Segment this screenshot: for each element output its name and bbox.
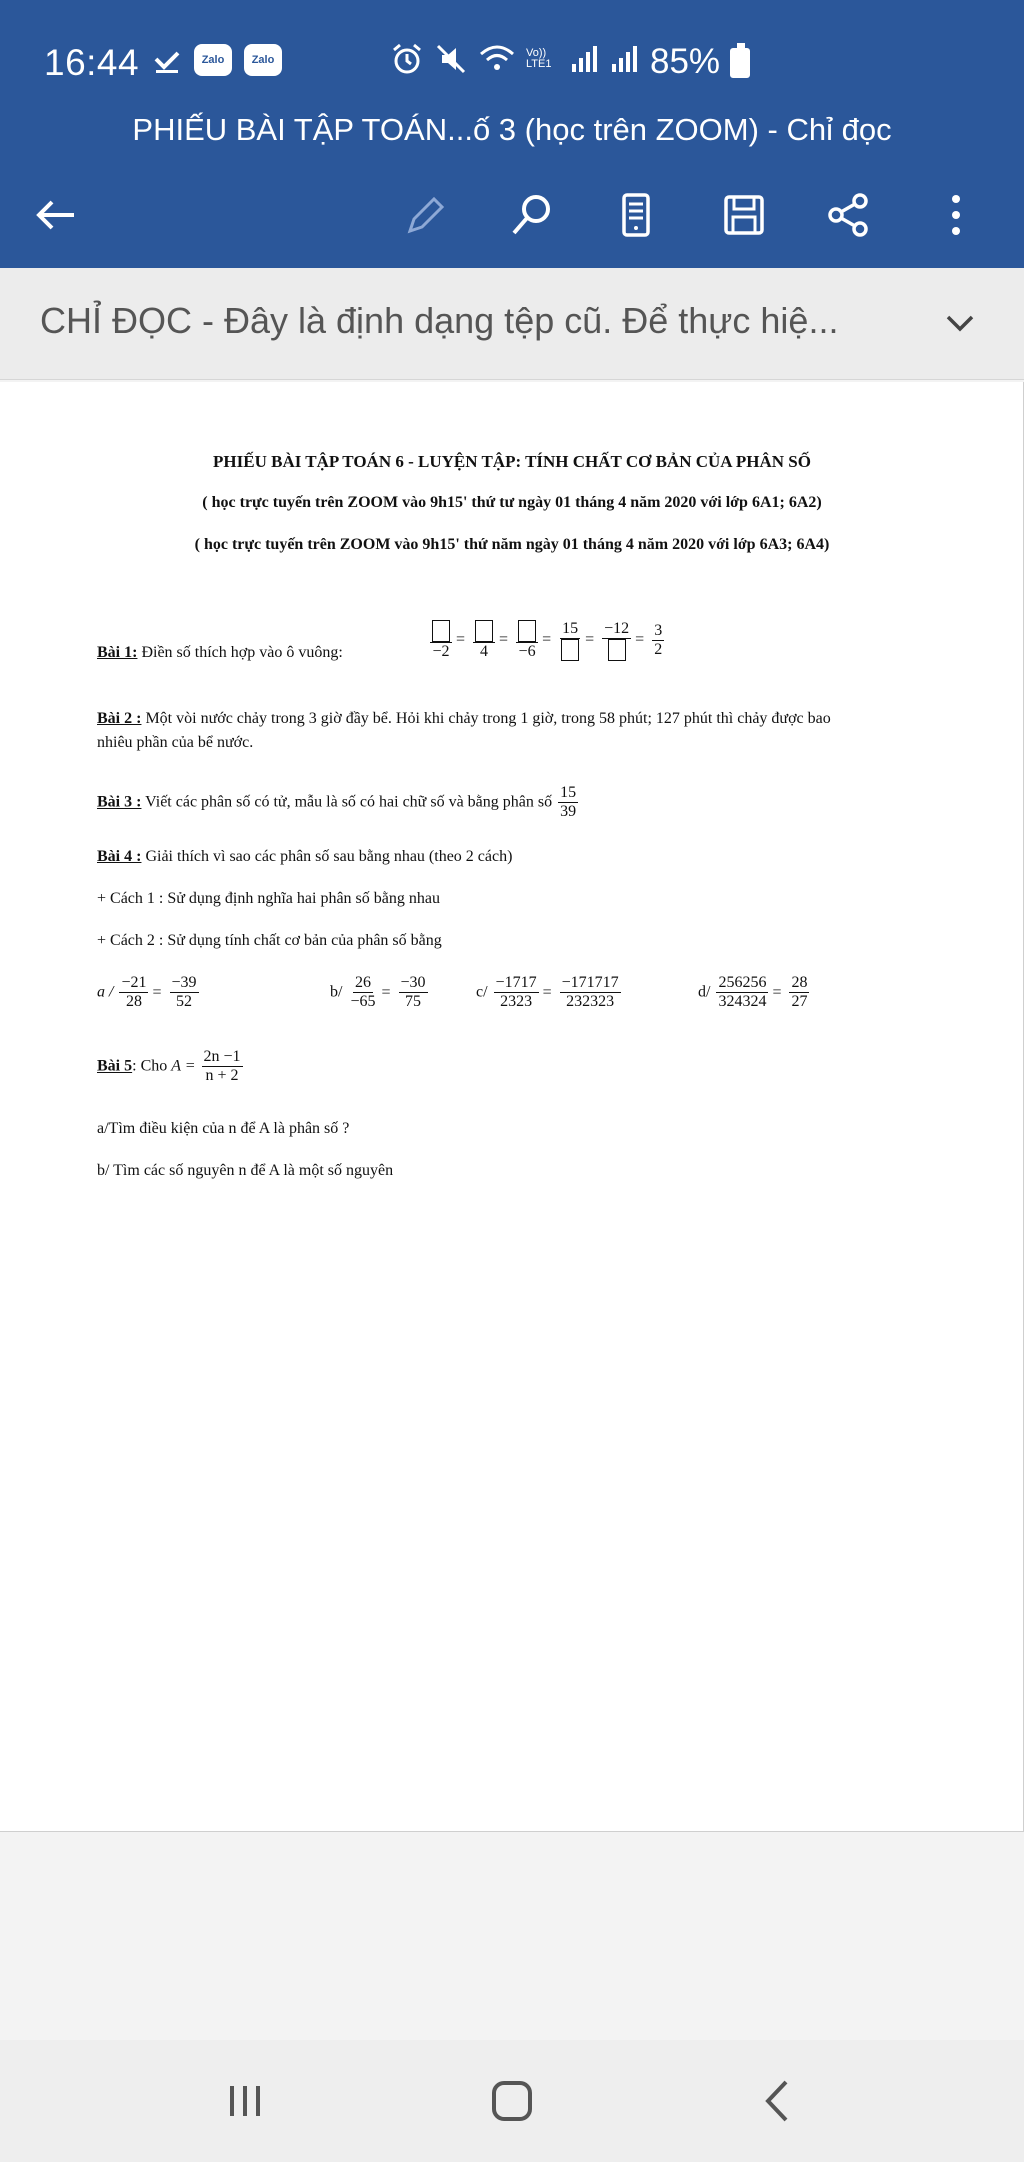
bai1 xyxy=(97,644,343,662)
zalo-icon: Zalo xyxy=(194,44,232,76)
bai3 xyxy=(97,784,580,822)
zalo-icon: Zalo xyxy=(244,44,282,76)
bai5-question-b: b/ Tìm các số nguyên n để A là một số nguyên xyxy=(97,1162,394,1179)
readonly-banner-text: CHỈ ĐỌC - Đây là định dạng tệp cũ. Để thực hiệ... xyxy=(40,300,839,341)
bai1-label: Bài 1: xyxy=(97,644,138,661)
share-icon[interactable] xyxy=(818,185,878,245)
bai4-d: d/ $\frac{256256}{324324}$ = $\frac{28}{27}$ xyxy=(698,974,808,1011)
bai4-b: b/ $\frac{26}{-65}$ = $\frac{-30}{75}$ xyxy=(330,974,426,1011)
doc-subtitle-1: ( học trực tuyến trên ZOOM vào 9h15' thứ tư ngày 01 tháng 4 năm 2020 với lớp 6A1; 6A2) xyxy=(202,494,822,511)
recents-icon[interactable] xyxy=(210,2066,280,2136)
bai3-label: Bài 3 : xyxy=(97,793,142,811)
download-done-icon xyxy=(152,45,182,75)
status-bar xyxy=(0,0,1024,120)
bai5-question-a: a/Tìm điều kiện của n để A là phân số ? xyxy=(97,1120,350,1137)
readonly-banner[interactable] xyxy=(0,268,1024,380)
save-icon[interactable] xyxy=(714,185,774,245)
document-page xyxy=(0,382,1024,1832)
bai5-label: Bài 5 xyxy=(97,1057,133,1075)
back-arrow-icon[interactable] xyxy=(26,185,86,245)
mute-icon xyxy=(434,42,468,76)
system-icons xyxy=(390,42,640,76)
bai3-fraction: $\frac{15}{39}$ xyxy=(560,784,577,821)
bai3-text: Viết các phân số có tử, mẫu là số có hai chữ số và bằng phân số xyxy=(141,793,553,811)
bai2-text-2: nhiêu phần của bể nước. xyxy=(97,734,254,751)
notification-icons xyxy=(152,44,282,76)
pencil-icon[interactable] xyxy=(396,185,456,245)
battery-percent: 85% xyxy=(650,42,721,81)
bai4-text: Giải thích vì sao các phân số sau bằng nhau (theo 2 cách) xyxy=(141,848,513,865)
back-icon[interactable] xyxy=(744,2066,814,2136)
alarm-icon xyxy=(390,42,424,76)
doc-title: PHIẾU BÀI TẬP TOÁN 6 - LUYỆN TẬP: TÍNH CHẤT CƠ BẢN CỦA PHÂN SỐ xyxy=(213,452,811,471)
wifi-icon xyxy=(478,42,516,76)
bai4-a: a / $\frac{-21}{28}$ = $\frac{-39}{52}$ xyxy=(97,974,197,1011)
battery-icon xyxy=(730,48,750,78)
navigation-bar xyxy=(0,2040,1024,2162)
toolbar xyxy=(0,175,1024,255)
signal-icon xyxy=(610,44,640,74)
bai1-fractions: −2 = 4 = −6 = 15 = −12 = $\frac{3}{2}$ xyxy=(428,620,666,661)
app-header xyxy=(0,0,1024,268)
bai4 xyxy=(97,848,512,866)
bai2-label: Bài 2 : xyxy=(97,710,142,727)
home-icon[interactable] xyxy=(477,2066,547,2136)
doc-subtitle-2: ( học trực tuyến trên ZOOM vào 9h15' thứ năm ngày 01 tháng 4 năm 2020 với lớp 6A3; 6A4) xyxy=(194,536,830,553)
bai5: Bài 5: Cho A = $\frac{2n -1}{n + 2}$ xyxy=(97,1048,241,1085)
document-title: PHIẾU BÀI TẬP TOÁN...ố 3 (học trên ZOOM) - Chỉ đọc xyxy=(132,112,892,147)
signal-icon xyxy=(570,44,600,74)
status-time: 16:44 xyxy=(44,42,140,83)
bai1-text: Điền số thích hợp vào ô vuông: xyxy=(137,644,343,661)
bai4-label: Bài 4 : xyxy=(97,848,142,865)
volte-icon: Vo)) LTE1 xyxy=(526,47,552,70)
bai4-c: c/ $\frac{-1717}{2323}$ = $\frac{-171717}{232323}$ xyxy=(476,974,619,1011)
search-icon[interactable] xyxy=(502,185,562,245)
bai2-text: Một vòi nước chảy trong 3 giờ đầy bể. Hỏi khi chảy trong 1 giờ, trong 58 phút; 127 phút thì chảy được bao xyxy=(141,710,831,727)
bai4-cach1: + Cách 1 : Sử dụng định nghĩa hai phân số bằng nhau xyxy=(97,890,440,907)
bai4-cach2: + Cách 2 : Sử dụng tính chất cơ bản của phân số bằng xyxy=(97,932,442,949)
bai2 xyxy=(97,710,831,728)
mobile-view-icon[interactable] xyxy=(606,185,666,245)
chevron-down-icon[interactable] xyxy=(935,298,985,348)
more-vert-icon[interactable] xyxy=(926,185,986,245)
